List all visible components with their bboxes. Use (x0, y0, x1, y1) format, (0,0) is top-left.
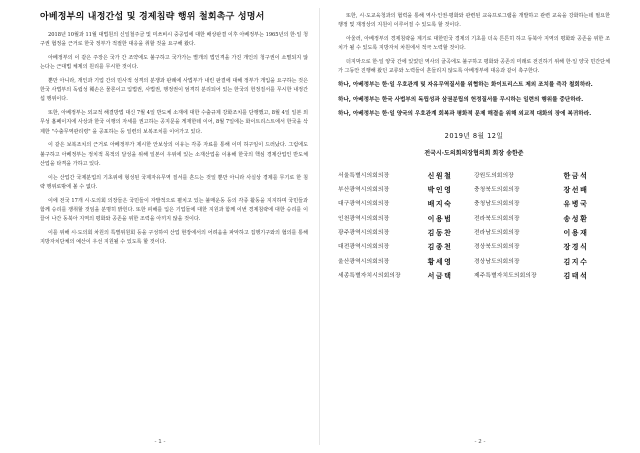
signatory-name: 김지수 (563, 257, 589, 266)
signatory-office: 경상북도의회의장 (473, 244, 520, 251)
paragraph: 이에 전국 17개 시·도의회 의장들은 국민들이 자발적으로 펼치고 있는 불매운동 등의 각종 활동을 지지하며 국민들과 함께 승리를 쟁취할 것임을 분명히 밝힌다. 또한 피해를 입은 기업들에 대한 지원과 함께 이번 경제침략에 대한 승리를 이끌어 나간 동북아 지역의 평화와 공존을 위한 조력을 아끼지 않을 것이다. (40, 197, 308, 223)
signatory-office: 서울특별시의회의장 (338, 172, 390, 179)
paragraph: 아베정부의 이 같은 주장은 국가 간 조약에도 불구하고 국가가는 별개의 법인격을 가진 개인의 청구권이 소멸되지 않는다는 근대법 체제의 원리를 무시한 것이다. (40, 55, 308, 71)
signatory-office: 전라북도의회의장 (473, 215, 520, 222)
signatory-name: 이용범 (427, 214, 453, 223)
signatory-name: 한금석 (563, 171, 589, 180)
signatory-office: 충청북도의회의장 (473, 187, 520, 194)
signatory-office: 부산광역시의회의장 (338, 187, 390, 194)
signatory-name: 이용재 (563, 228, 589, 237)
signatory-office: 울산광역시의회의장 (338, 258, 390, 265)
document-title: 아베정부의 내정간섭 및 경제침략 행위 철회촉구 성명서 (40, 12, 265, 22)
signatory-office: 인천광역시의회의장 (338, 215, 390, 222)
paragraph: 또한, 시·도교육청과의 협력을 통해 역사·인권·평화와 관련된 교육프로그램을 개발하고 관련 교육을 강화하는데 필요한 행정 및 재정상의 지원이 이루어질 수 있도록 할 것이다. (338, 13, 610, 29)
signatory-name: 김동찬 (427, 228, 453, 237)
paragraph: 또한, 아베정부는 외교적 해결방법 대신 7월 4일 반도체 소재에 대한 수출규제 강화조치를 단행했고, 8월 4일 일본 외무성 홈페이지에 사상과 한국 이행의 자세를 권고하는 공지문을 게재한데 이어, 8월 7일에는 화이트리스트에서 한국을 삭제한 "수출무역관리령" 을 공포하는 등 일련의 보복조치를 이어가고 있다. (40, 110, 308, 135)
signatory-row (338, 212, 610, 226)
signatory-table (338, 169, 610, 283)
paragraph: 뿐만 아니라, 개인과 기업 간의 민사적 성격의 분쟁과 판례에 사법부가 내린 판결에 대해 정부가 개입을 요구하는 것은 한국 사법부의 독립성 훼손은 물론이고 입법권, 사법권, 행정권이 엄격히 분리되어 있는 한국의 헌정질서를 무시한 내정간섭 행위이다. (40, 78, 308, 103)
signatory-office: 광주광역시의회의장 (338, 229, 390, 236)
resolution-item: 하나, 아베정부는 한·일 양국의 우호관계 회복과 평화적 문제 해결을 위해 외교적 대화의 장에 복귀하라. (338, 111, 592, 118)
signatory-row (338, 183, 610, 197)
resolution-item: 하나, 아베정부는 한·일 우호관계 및 자유무역질서를 위협하는 화이트리스트 제외 조치를 즉각 철회하라. (338, 82, 593, 88)
signatory-row (338, 169, 610, 183)
signatory-office: 강원도의회의장 (473, 172, 514, 179)
paragraph: 아울러, 아베정부의 경제침략을 계기로 대한민국 경제의 기초를 더욱 튼튼히 하고 동북아 지역의 평화와 공존을 위한 조치가 될 수 있도록 지방자치 차원에서 적극 노력할 것이다. (338, 36, 610, 52)
council-chair-line: 전국시·도의회의장협의회 회장 송한준 (424, 149, 524, 157)
signatory-row (338, 255, 610, 269)
signatory-name: 황세영 (427, 257, 453, 266)
signatory-row (338, 269, 610, 283)
signatory-row (338, 240, 610, 254)
signatory-row (338, 197, 610, 211)
signatory-office: 대구광역시의회의장 (338, 201, 390, 208)
signatory-name: 김태석 (563, 271, 589, 280)
statement-date: 2019년 8월 12일 (444, 131, 504, 140)
paragraph: 이를 위해 시·도의회 차원의 특별위원회 등을 구성하여 산업 현장에서의 어려움을 파악하고 집행기구와의 협의를 통해 지방자치단체의 예산이 우선 지원될 수 있도록 할 것이다. (40, 229, 308, 246)
paragraph: 이는 산업간 국제분업의 기초위에 형성된 국제자유무역 질서를 흔드는 것일 뿐만 아니라 사실상 경제를 무기로 한 침략 행위로밖에 볼 수 없다. (40, 174, 308, 190)
signatory-office: 제주특별자치도의회의장 (473, 272, 537, 279)
signatory-office: 충청남도의회의장 (473, 201, 520, 208)
paragraph: 이 같은 보복조치의 근거로 아베정부가 제시한 안보상의 이유는 각종 자료를 통해 이미 허구임이 드러났다. 그럼에도 불구하고 아베정부는 정치적 목적의 달성을 위해 일본이 우위에 있는 소재산업을 이용해 한국의 핵심 경제산업인 반도체산업을 타격을 가하고 있다. (40, 142, 308, 167)
page-number: - 2 - (474, 439, 486, 445)
signatory-name: 장경식 (563, 243, 589, 252)
signatory-office: 경상남도의회의장 (473, 258, 520, 265)
signatory-name: 유병국 (563, 200, 589, 209)
signatory-office: 전라남도의회의장 (473, 229, 520, 236)
signatory-name: 서금택 (427, 271, 453, 280)
paragraph: 더지막으로 한·일 양국 간에 있었던 역사의 굴곡에도 불구하고 평화와 공존의 미래로 전진하기 위해 한·일 양국 민간단체가 그동안 진행해 왔던 교류와 노력들이 흔들리지 않도록 아베정부에 대응과 같이 촉구한다. (338, 59, 610, 75)
signatory-name: 신원철 (427, 171, 453, 180)
signatory-row (338, 226, 610, 240)
signatory-name: 박인영 (427, 186, 453, 195)
page-number: - 1 - (154, 439, 166, 445)
signatory-name: 장선배 (563, 186, 589, 195)
signatory-name: 김종천 (427, 243, 453, 252)
paragraph: 2018년 10월과 11월 대법원의 신일철주금 및 미쓰비시 중공업에 대한 배상판결 이후 아베정부는 1965년의 한·일 청구권 협정을 근거로 한국 정부가 적절한 대응을 취할 것을 요구해 왔다. (40, 32, 309, 48)
page-2 (320, 0, 640, 453)
signatory-office: 세종특별자치시의회의장 (338, 272, 401, 279)
resolution-item: 하나, 아베정부는 한국 사법부의 독립성과 삼권분립의 헌정질서를 무시하는 일련의 행위를 중단하라. (338, 96, 584, 103)
signatory-office: 대전광역시의회의장 (338, 244, 390, 251)
signatory-name: 배지숙 (427, 200, 453, 209)
signatory-name: 송성환 (563, 214, 589, 223)
